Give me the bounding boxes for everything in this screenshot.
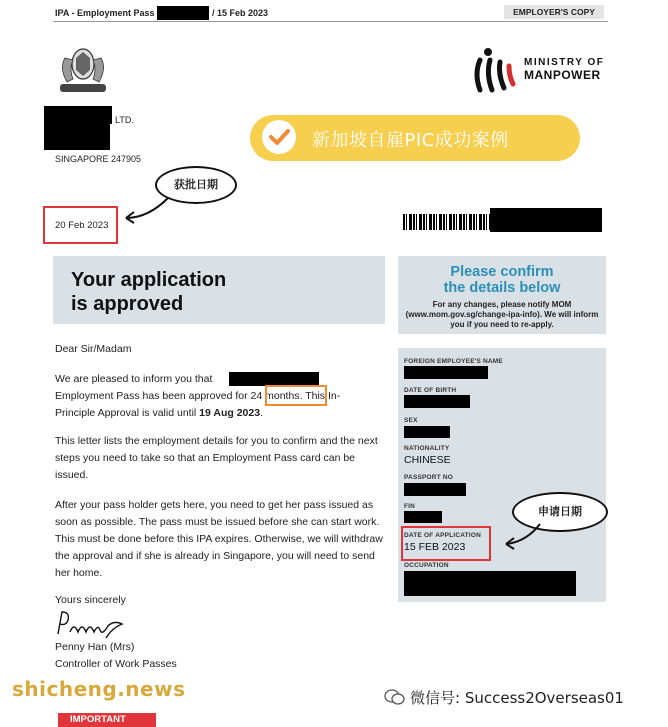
- approved-panel: [53, 256, 385, 324]
- sex-label: SEX: [404, 417, 418, 424]
- redacted-employee-name: [229, 372, 319, 386]
- paragraph-approval: [55, 371, 385, 422]
- redacted-ref: [157, 6, 209, 20]
- redacted-passport: [404, 483, 466, 496]
- promo-banner: [250, 115, 580, 161]
- singapore-crest-icon: [52, 38, 114, 100]
- redacted-occupation: [404, 571, 576, 596]
- p1-cont: . This In-: [299, 390, 341, 402]
- doc-date: / 15 Feb 2023: [212, 8, 269, 18]
- application-date-highlight: [401, 526, 491, 561]
- valid-until-date: 19 Aug 2023: [199, 407, 261, 419]
- company-suffix: LTD.: [115, 115, 134, 125]
- checkmark-icon: [262, 120, 296, 154]
- callout-arrow-icon-2: [500, 522, 550, 552]
- application-date-callout: 申请日期: [512, 492, 608, 532]
- approved-heading-line2: is approved: [71, 293, 184, 315]
- redacted-fin: [404, 511, 442, 523]
- doc-type-text: IPA - Employment Pass: [55, 8, 155, 18]
- p1-intro: We are pleased to inform you that: [55, 373, 213, 385]
- doc-reference: [55, 8, 155, 18]
- duration-highlight: [265, 385, 327, 406]
- approval-date-callout: 获批日期: [155, 166, 237, 204]
- salutation: Dear Sir/Madam: [55, 343, 132, 355]
- wechat-id: 微信号: Success2Overseas01: [410, 689, 624, 707]
- header-divider: [53, 21, 608, 22]
- letter-date: 20 Feb 2023: [55, 220, 109, 231]
- pass-duration: 24 months: [250, 390, 300, 402]
- confirm-heading-line1: Please confirm: [450, 264, 554, 280]
- p1-valid-until: Principle Approval is valid until: [55, 407, 197, 419]
- signatory-title: Controller of Work Passes: [55, 658, 177, 670]
- mom-name-line1: MINISTRY OF: [524, 57, 605, 68]
- redacted-barcode-id: [490, 208, 602, 232]
- confirm-heading-line2: the details below: [443, 280, 561, 296]
- confirm-heading: [398, 264, 606, 296]
- redacted-company-address: [44, 124, 110, 150]
- mom-logo-icon: [470, 44, 520, 96]
- nationality-label: NATIONALITY: [404, 445, 450, 452]
- passport-label: PASSPORT NO: [404, 474, 454, 481]
- employers-copy-label: EMPLOYER'S COPY: [504, 5, 604, 19]
- doa-value: 15 FEB 2023: [404, 541, 466, 553]
- callout-arrow-icon: [116, 196, 176, 226]
- p1-end: .: [260, 407, 263, 419]
- site-watermark: shicheng.news: [12, 677, 186, 701]
- name-label: FOREIGN EMPLOYEE'S NAME: [404, 358, 503, 365]
- fin-label: FIN: [404, 503, 416, 510]
- redacted-name: [404, 366, 488, 379]
- confirm-instructions: For any changes, please notify MOM (www.mom.gov.sg/change-ipa-info). We will inform you if you need to re-apply.: [405, 300, 599, 329]
- wechat-icon: [384, 688, 406, 706]
- banner-text: 新加坡自雇PIC成功案例: [312, 130, 509, 151]
- approved-heading-line1: Your application: [71, 269, 227, 291]
- redacted-sex: [404, 426, 450, 438]
- employee-details-panel: [398, 348, 606, 602]
- redacted-company-line1: [44, 106, 112, 124]
- check-badge: [262, 120, 296, 154]
- occupation-label: OCCUPATION: [404, 562, 449, 569]
- redacted-dob: [404, 395, 470, 408]
- doa-label: DATE OF APPLICATION: [404, 532, 481, 539]
- paragraph-next-steps: This letter lists the employment details for you to confirm and the next steps you need to take so that an Employment Pass card can be issued.: [55, 435, 378, 481]
- dob-label: DATE OF BIRTH: [404, 387, 457, 394]
- important-badge: IMPORTANT: [58, 713, 156, 727]
- nationality-value: CHINESE: [404, 454, 451, 466]
- confirm-panel: [398, 256, 606, 334]
- crest-motto: MAJULAH SINGAPURA: [67, 93, 98, 105]
- address-city: SINGAPORE 247905: [55, 154, 142, 164]
- paragraph-conditions: After your pass holder gets here, you need to get her pass issued as soon as possible. The pass must be issued before she can start work. This must be done before this IPA expires. Otherwise, we will withdraw the approval and if she is already in Singapore, you will need to send her home.: [55, 499, 383, 579]
- signatory-name: Penny Han (Mrs): [55, 641, 135, 653]
- signature-icon: [54, 606, 134, 640]
- p1-approved: Employment Pass has been approved for: [55, 390, 248, 402]
- approved-heading: [71, 268, 226, 316]
- closing: Yours sincerely: [55, 594, 126, 606]
- mom-name-line2: MANPOWER: [524, 68, 601, 82]
